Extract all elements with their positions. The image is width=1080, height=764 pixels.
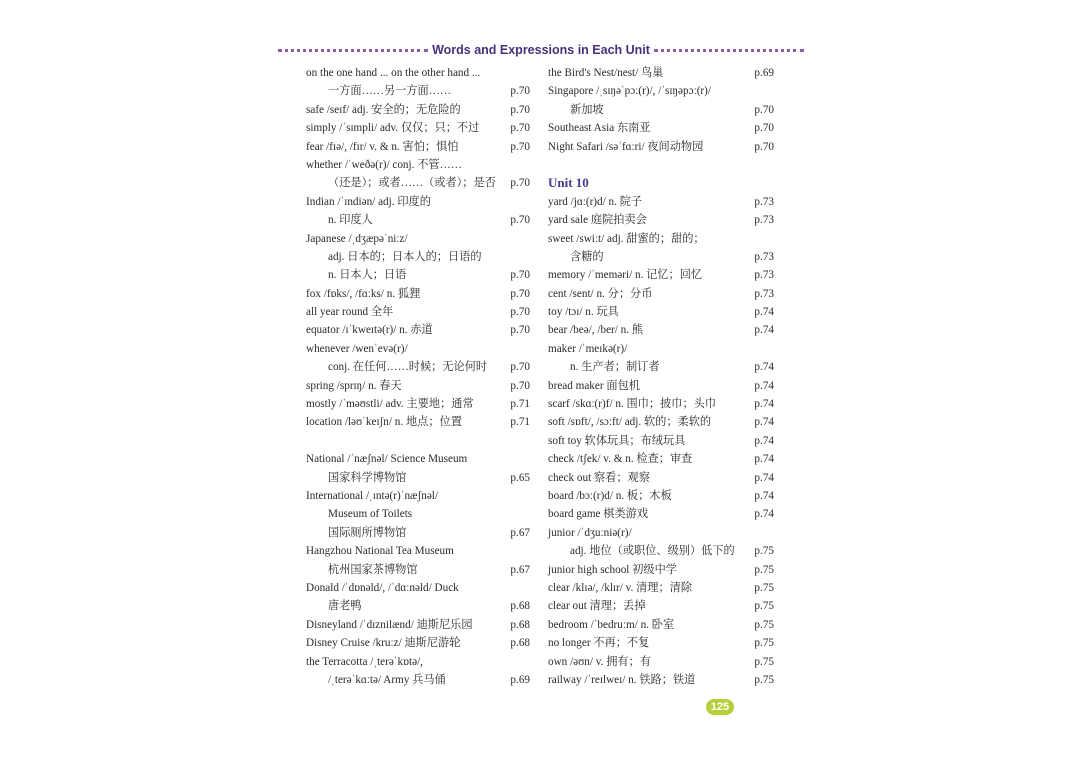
page-ref: p.75 <box>754 637 774 650</box>
entry-text: clear /klɪə/, /klɪr/ v. 清理；清除 <box>548 581 693 594</box>
word-entry <box>548 101 774 119</box>
word-entry <box>548 193 774 211</box>
header-title: Words and Expressions in Each Unit <box>432 43 650 57</box>
entry-text: Donald /ˈdɒnəld/, /ˈdɑːnəld/ Duck <box>306 581 459 594</box>
entry-text: Museum of Toilets <box>328 508 413 521</box>
page-ref: p.70 <box>754 122 774 135</box>
entry-text: equator /ɪˈkweɪtə(r)/ n. 赤道 <box>306 324 433 337</box>
entry-text: bedroom /ˈbedruːm/ n. 卧室 <box>548 618 675 631</box>
entry-text: junior high school 初级中学 <box>548 563 677 576</box>
page-header <box>278 42 804 58</box>
page-ref: p.70 <box>510 140 530 153</box>
page-ref: p.70 <box>754 103 774 116</box>
word-entry <box>548 597 774 615</box>
word-entry <box>548 138 774 156</box>
entry-text: conj. 在任何……时候；无论何时 <box>328 361 488 374</box>
page-ref: p.75 <box>754 673 774 686</box>
entry-text: Disneyland /ˈdɪznilænd/ 迪斯尼乐园 <box>306 618 473 631</box>
entry-text: Unit 10 <box>548 175 589 191</box>
page-ref: p.67 <box>510 563 530 576</box>
page-ref: p.73 <box>754 195 774 208</box>
word-entry <box>548 340 774 358</box>
page-ref: p.70 <box>510 324 530 337</box>
page-ref: p.68 <box>510 618 530 631</box>
page-ref: p.74 <box>754 324 774 337</box>
page-ref: p.75 <box>754 581 774 594</box>
word-entry <box>306 340 530 358</box>
entry-text: adj. 日本的；日本人的；日语的 <box>328 250 482 263</box>
word-entry <box>306 487 530 505</box>
page-ref: p.70 <box>510 122 530 135</box>
entry-text: Night Safari /səˈfɑːri/ 夜间动物园 <box>548 140 704 153</box>
word-entry <box>548 542 774 560</box>
page-ref: p.75 <box>754 618 774 631</box>
entry-text: all year round 全年 <box>306 306 394 319</box>
page-ref: p.68 <box>510 600 530 613</box>
word-entry <box>306 413 530 431</box>
word-entry <box>548 487 774 505</box>
entry-text: maker /ˈmeɪkə(r)/ <box>548 342 628 355</box>
entry-text: soft toy 软体玩具；布绒玩具 <box>548 434 686 447</box>
word-entry <box>548 524 774 542</box>
header-dots-left <box>278 49 428 52</box>
entry-text: /ˌterəˈkɑːtə/ Army 兵马俑 <box>328 673 446 686</box>
page-ref: p.74 <box>754 453 774 466</box>
word-entry <box>548 634 774 652</box>
word-entry <box>548 505 774 523</box>
word-entry <box>306 64 530 82</box>
entry-text: spring /sprɪŋ/ n. 春天 <box>306 379 402 392</box>
entry-text: bear /beə/, /ber/ n. 熊 <box>548 324 644 337</box>
page-ref: p.74 <box>754 508 774 521</box>
page-ref: p.70 <box>510 379 530 392</box>
page-ref: p.75 <box>754 545 774 558</box>
page-ref: p.69 <box>754 67 774 79</box>
word-entry <box>548 653 774 671</box>
word-entry <box>548 64 774 82</box>
entry-text: board game 棋类游戏 <box>548 508 649 521</box>
page-ref: p.70 <box>754 140 774 153</box>
word-entry <box>306 303 530 321</box>
word-entry <box>306 230 530 248</box>
word-entry <box>548 432 774 450</box>
entry-text: Indian /ˈɪndiən/ adj. 印度的 <box>306 195 431 208</box>
word-entry <box>306 616 530 634</box>
page-ref: p.70 <box>510 214 530 227</box>
entry-text: no longer 不再；不复 <box>548 637 650 650</box>
word-entry <box>306 524 530 542</box>
page-ref: p.70 <box>510 85 530 98</box>
page-ref: p.75 <box>754 600 774 613</box>
word-entry <box>306 505 530 523</box>
word-entry <box>548 395 774 413</box>
unit-heading <box>548 174 774 192</box>
entry-text: the Terracotta /ˌterəˈkɒtə/, <box>306 655 423 668</box>
entry-text: junior /ˈdʒuːniə(r)/ <box>548 526 632 539</box>
word-entry <box>548 321 774 339</box>
page-ref: p.70 <box>510 269 530 282</box>
word-entry <box>548 413 774 431</box>
entry-text: 含糖的 <box>570 250 604 263</box>
entry-text: memory /ˈmeməri/ n. 记忆；回忆 <box>548 269 703 282</box>
word-entry <box>306 634 530 652</box>
page-number-badge: 125 <box>706 699 734 715</box>
page-ref: p.70 <box>510 306 530 319</box>
word-entry <box>548 248 774 266</box>
word-entry <box>548 358 774 376</box>
page-ref: p.74 <box>754 306 774 319</box>
entry-text: Southeast Asia 东南亚 <box>548 122 651 135</box>
word-entry <box>548 469 774 487</box>
word-entry <box>306 174 530 192</box>
left-column <box>306 64 530 689</box>
page-ref: p.73 <box>754 250 774 263</box>
entry-text: soft /sɒft/, /sɔːft/ adj. 软的；柔软的 <box>548 416 712 429</box>
word-entry <box>306 193 530 211</box>
entry-text: mostly /ˈməʊstli/ adv. 主要地；通常 <box>306 398 474 411</box>
word-entry <box>306 101 530 119</box>
word-entry <box>548 266 774 284</box>
word-entry <box>306 358 530 376</box>
entry-text: National /ˈnæʃnəl/ Science Museum <box>306 453 468 466</box>
entry-text: fear /fɪə/, /fɪr/ v. & n. 害怕；惧怕 <box>306 140 459 153</box>
word-entry <box>306 321 530 339</box>
word-entry <box>548 377 774 395</box>
page-ref: p.75 <box>754 563 774 576</box>
entry-text: 杭州国家茶博物馆 <box>328 563 418 576</box>
word-entry <box>306 119 530 137</box>
entry-text: scarf /skɑː(r)f/ n. 围巾；披巾；头巾 <box>548 398 717 411</box>
entry-text: the Bird's Nest/nest/ 鸟巢 <box>548 67 664 79</box>
page-ref: p.74 <box>754 379 774 392</box>
entry-text: Singapore /ˌsɪŋəˈpɔː(r)/, /ˈsɪŋəpɔː(r)/ <box>548 85 711 98</box>
word-entry <box>306 266 530 284</box>
entry-text: yard /jɑː(r)d/ n. 院子 <box>548 195 643 208</box>
page-ref: p.74 <box>754 471 774 484</box>
word-entry <box>548 561 774 579</box>
entry-text: 唐老鸭 <box>328 600 362 613</box>
entry-text: on the one hand ... on the other hand ... <box>306 67 481 79</box>
word-entry <box>306 671 530 689</box>
entry-text: Japanese /ˌdʒæpəˈniːz/ <box>306 232 408 245</box>
header-dots-right <box>654 49 804 52</box>
page-ref: p.69 <box>510 673 530 686</box>
word-entry <box>306 597 530 615</box>
word-entry <box>548 303 774 321</box>
word-entry <box>306 450 530 468</box>
page-ref: p.71 <box>510 398 530 411</box>
page-ref: p.75 <box>754 655 774 668</box>
entry-text: adj. 地位（或职位、级别）低下的 <box>570 545 735 558</box>
page-ref: p.70 <box>510 361 530 374</box>
page-ref: p.70 <box>510 103 530 116</box>
page-ref: p.70 <box>510 287 530 300</box>
word-entry <box>306 285 530 303</box>
entry-text: railway /ˈreɪlweɪ/ n. 铁路；铁道 <box>548 673 696 686</box>
entry-text: sweet /swiːt/ adj. 甜蜜的；甜的； <box>548 232 705 245</box>
right-column <box>548 64 774 689</box>
entry-text: whether /ˈweðə(r)/ conj. 不管…… <box>306 158 462 171</box>
word-entry <box>306 377 530 395</box>
word-entry <box>306 561 530 579</box>
entry-text: 国际厕所博物馆 <box>328 526 407 539</box>
word-entry <box>306 156 530 174</box>
entry-text: 一方面……另一方面…… <box>328 85 452 98</box>
entry-text: cent /sent/ n. 分；分币 <box>548 287 653 300</box>
entry-text: Hangzhou National Tea Museum <box>306 545 454 558</box>
word-entry <box>306 211 530 229</box>
entry-text: check out 察看；观察 <box>548 471 650 484</box>
entry-text: 国家科学博物馆 <box>328 471 407 484</box>
page-ref: p.74 <box>754 416 774 429</box>
entry-text: whenever /wenˈevə(r)/ <box>306 342 408 355</box>
entry-text: own /əʊn/ v. 拥有；有 <box>548 655 651 668</box>
word-entry <box>306 653 530 671</box>
page-ref: p.65 <box>510 471 530 484</box>
page-ref: p.74 <box>754 398 774 411</box>
word-entry <box>548 211 774 229</box>
word-entry <box>548 450 774 468</box>
word-entry <box>306 432 530 450</box>
word-entry <box>306 579 530 597</box>
word-entry <box>548 156 774 174</box>
page-ref: p.70 <box>510 177 530 190</box>
entry-text: bread maker 面包机 <box>548 379 640 392</box>
page-ref: p.73 <box>754 214 774 227</box>
word-entry <box>548 82 774 100</box>
page-ref: p.71 <box>510 416 530 429</box>
entry-text: toy /tɔɪ/ n. 玩具 <box>548 306 619 319</box>
entry-text: n. 生产者；制订者 <box>570 361 660 374</box>
entry-text: safe /seɪf/ adj. 安全的；无危险的 <box>306 103 461 116</box>
page-ref: p.73 <box>754 269 774 282</box>
word-entry <box>306 138 530 156</box>
word-entry <box>548 285 774 303</box>
entry-text: n. 印度人 <box>328 214 373 227</box>
entry-text: yard sale 庭院拍卖会 <box>548 214 647 227</box>
page-ref: p.74 <box>754 434 774 447</box>
word-entry <box>306 395 530 413</box>
word-entry <box>548 671 774 689</box>
word-entry <box>306 542 530 560</box>
word-entry <box>306 248 530 266</box>
page-ref: p.74 <box>754 361 774 374</box>
page-ref: p.73 <box>754 287 774 300</box>
page-ref: p.74 <box>754 489 774 502</box>
entry-text: location /ləʊˈkeɪʃn/ n. 地点；位置 <box>306 416 462 429</box>
word-entry <box>548 579 774 597</box>
page-ref: p.68 <box>510 637 530 650</box>
entry-text: Disney Cruise /kruːz/ 迪斯尼游轮 <box>306 637 461 650</box>
word-entry <box>548 616 774 634</box>
word-entry <box>548 230 774 248</box>
entry-text: check /tʃek/ v. & n. 检查；审查 <box>548 453 693 466</box>
entry-text: International /ˌɪntə(r)ˈnæʃnəl/ <box>306 489 439 502</box>
page-ref: p.67 <box>510 526 530 539</box>
word-entry <box>306 469 530 487</box>
entry-text: fox /fɒks/, /fɑːks/ n. 狐狸 <box>306 287 421 300</box>
entry-text: n. 日本人；日语 <box>328 269 407 282</box>
entry-text: board /bɔː(r)d/ n. 板；木板 <box>548 489 672 502</box>
word-entry <box>548 119 774 137</box>
entry-text: clear out 清理；丢掉 <box>548 600 646 613</box>
entry-text: （还是）；或者……（或者）；是否 <box>328 177 496 190</box>
word-entry <box>306 82 530 100</box>
entry-text: simply /ˈsɪmpli/ adv. 仅仅；只；不过 <box>306 122 480 135</box>
entry-text: 新加坡 <box>570 103 604 116</box>
